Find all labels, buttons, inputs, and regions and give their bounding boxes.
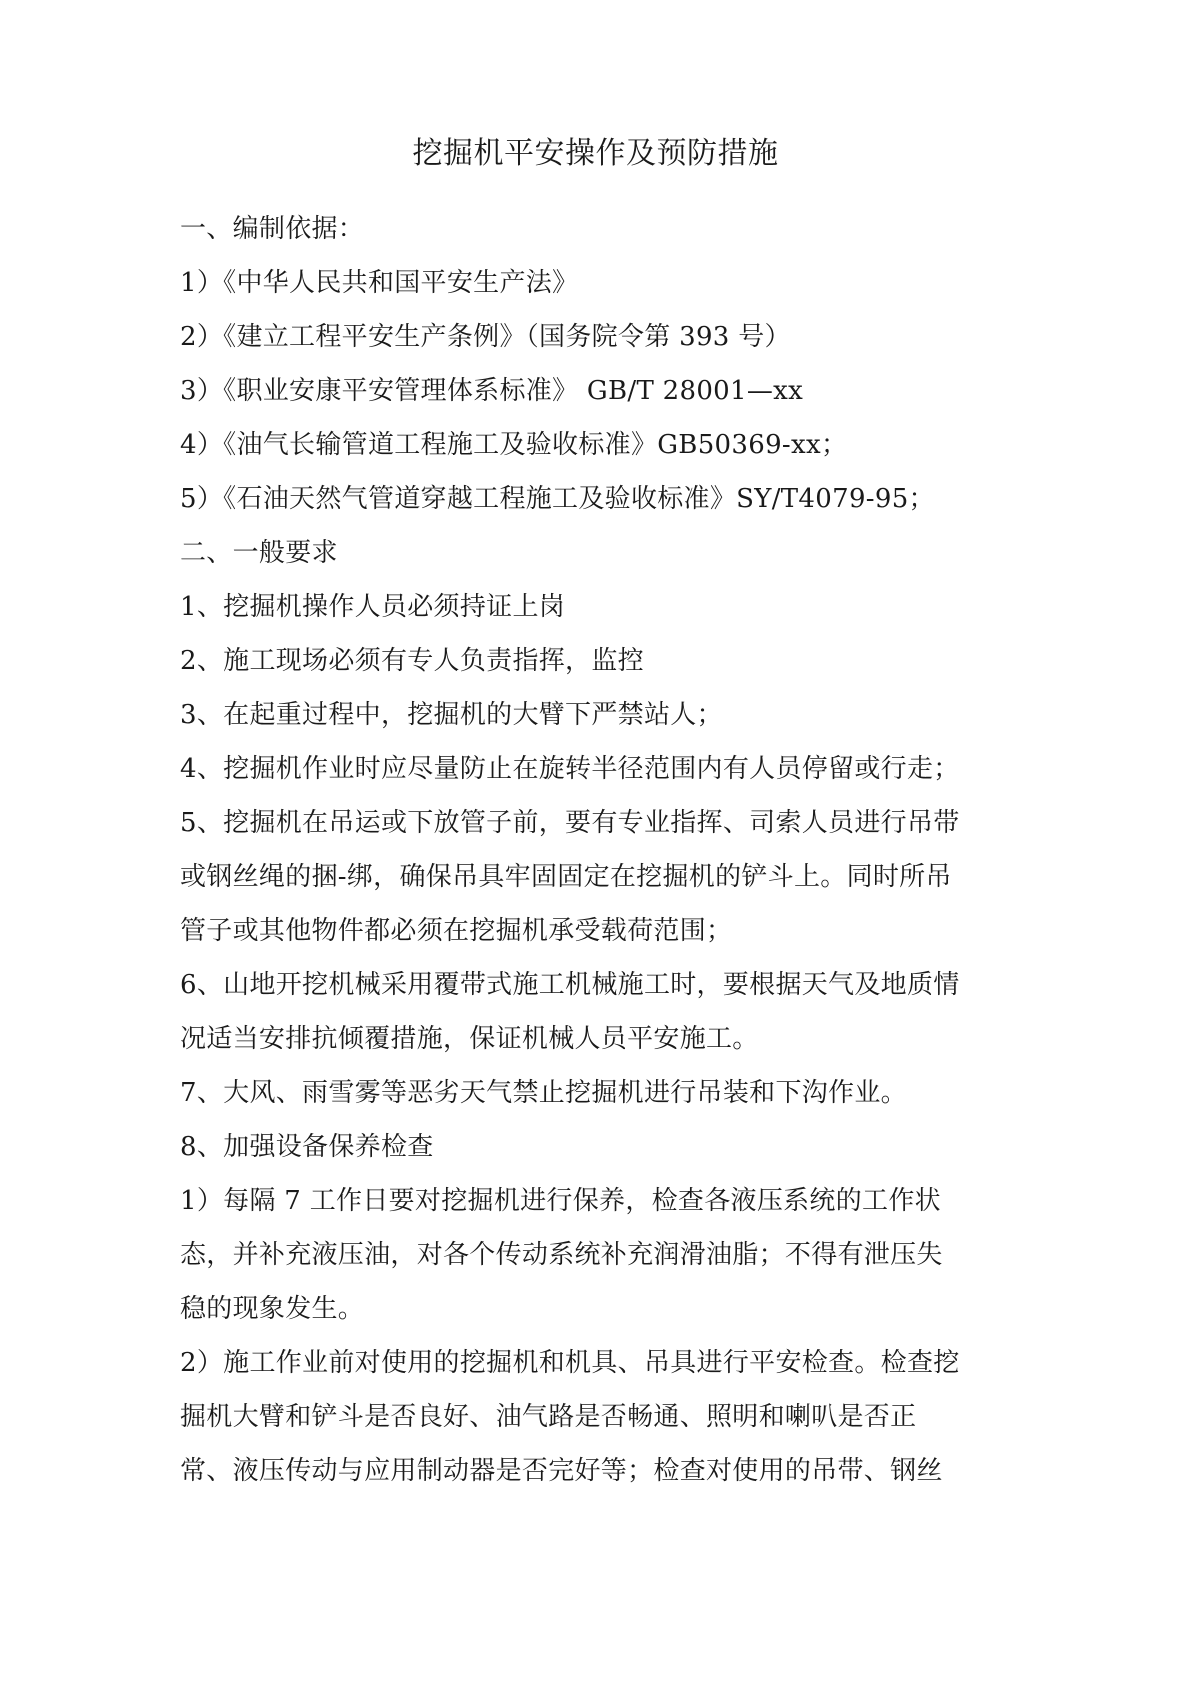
basis-item-4: 4）《油气长输管道工程施工及验收标准》GB50369-xx； [180, 430, 848, 460]
maintenance-2-line-3: 常、液压传动与应用制动器是否完好等；检查对使用的吊带、钢丝 [180, 1456, 943, 1486]
requirement-6-line-2: 况适当安排抗倾覆措施，保证机械人员平安施工。 [180, 1024, 759, 1054]
requirement-5-line-2: 或钢丝绳的捆-绑，确保吊具牢固固定在挖掘机的铲斗上。同时所吊 [180, 862, 952, 892]
maintenance-1-line-1: 1）每隔 7 工作日要对挖掘机进行保养，检查各液压系统的工作状 [180, 1186, 941, 1216]
maintenance-2-line-2: 掘机大臂和铲斗是否良好、油气路是否畅通、照明和喇叭是否正 [180, 1402, 917, 1432]
requirement-8: 8、加强设备保养检查 [180, 1132, 434, 1162]
maintenance-2-line-1: 2）施工作业前对使用的挖掘机和机具、吊具进行平安检查。检查挖 [180, 1348, 960, 1378]
requirement-4: 4、挖掘机作业时应尽量防止在旋转半径范围内有人员停留或行走； [180, 754, 960, 784]
basis-item-2: 2）《建立工程平安生产条例》（国务院令第 393 号） [180, 322, 791, 352]
requirement-3: 3、在起重过程中，挖掘机的大臂下严禁站人； [180, 700, 723, 730]
requirement-6-line-1: 6、山地开挖机械采用覆带式施工机械施工时，要根据天气及地质情 [180, 970, 960, 1000]
requirement-1: 1、挖掘机操作人员必须持证上岗 [180, 592, 566, 622]
requirement-2: 2、施工现场必须有专人负责指挥，监控 [180, 646, 644, 676]
requirement-5-line-1: 5、挖掘机在吊运或下放管子前，要有专业指挥、司索人员进行吊带 [180, 808, 960, 838]
basis-item-3: 3）《职业安康平安管理体系标准》 GB/T 28001—xx [180, 376, 804, 406]
requirement-5-line-3: 管子或其他物件都必须在挖掘机承受载荷范围； [180, 916, 733, 946]
maintenance-1-line-3: 稳的现象发生。 [180, 1294, 365, 1324]
document-body [180, 202, 1010, 1498]
maintenance-1-line-2: 态，并补充液压油，对各个传动系统补充润滑油脂；不得有泄压失 [180, 1240, 943, 1270]
section-heading-basis: 一、编制依据： [180, 214, 365, 244]
document-title: 挖掘机平安操作及预防措施 [412, 136, 779, 171]
basis-item-5: 5）《石油天然气管道穿越工程施工及验收标准》SY/T4079-95； [180, 484, 935, 514]
basis-item-1: 1）《中华人民共和国平安生产法》 [180, 268, 579, 298]
requirement-7: 7、大风、雨雪雾等恶劣天气禁止挖掘机进行吊装和下沟作业。 [180, 1078, 907, 1108]
section-heading-requirements: 二、一般要求 [180, 538, 338, 568]
